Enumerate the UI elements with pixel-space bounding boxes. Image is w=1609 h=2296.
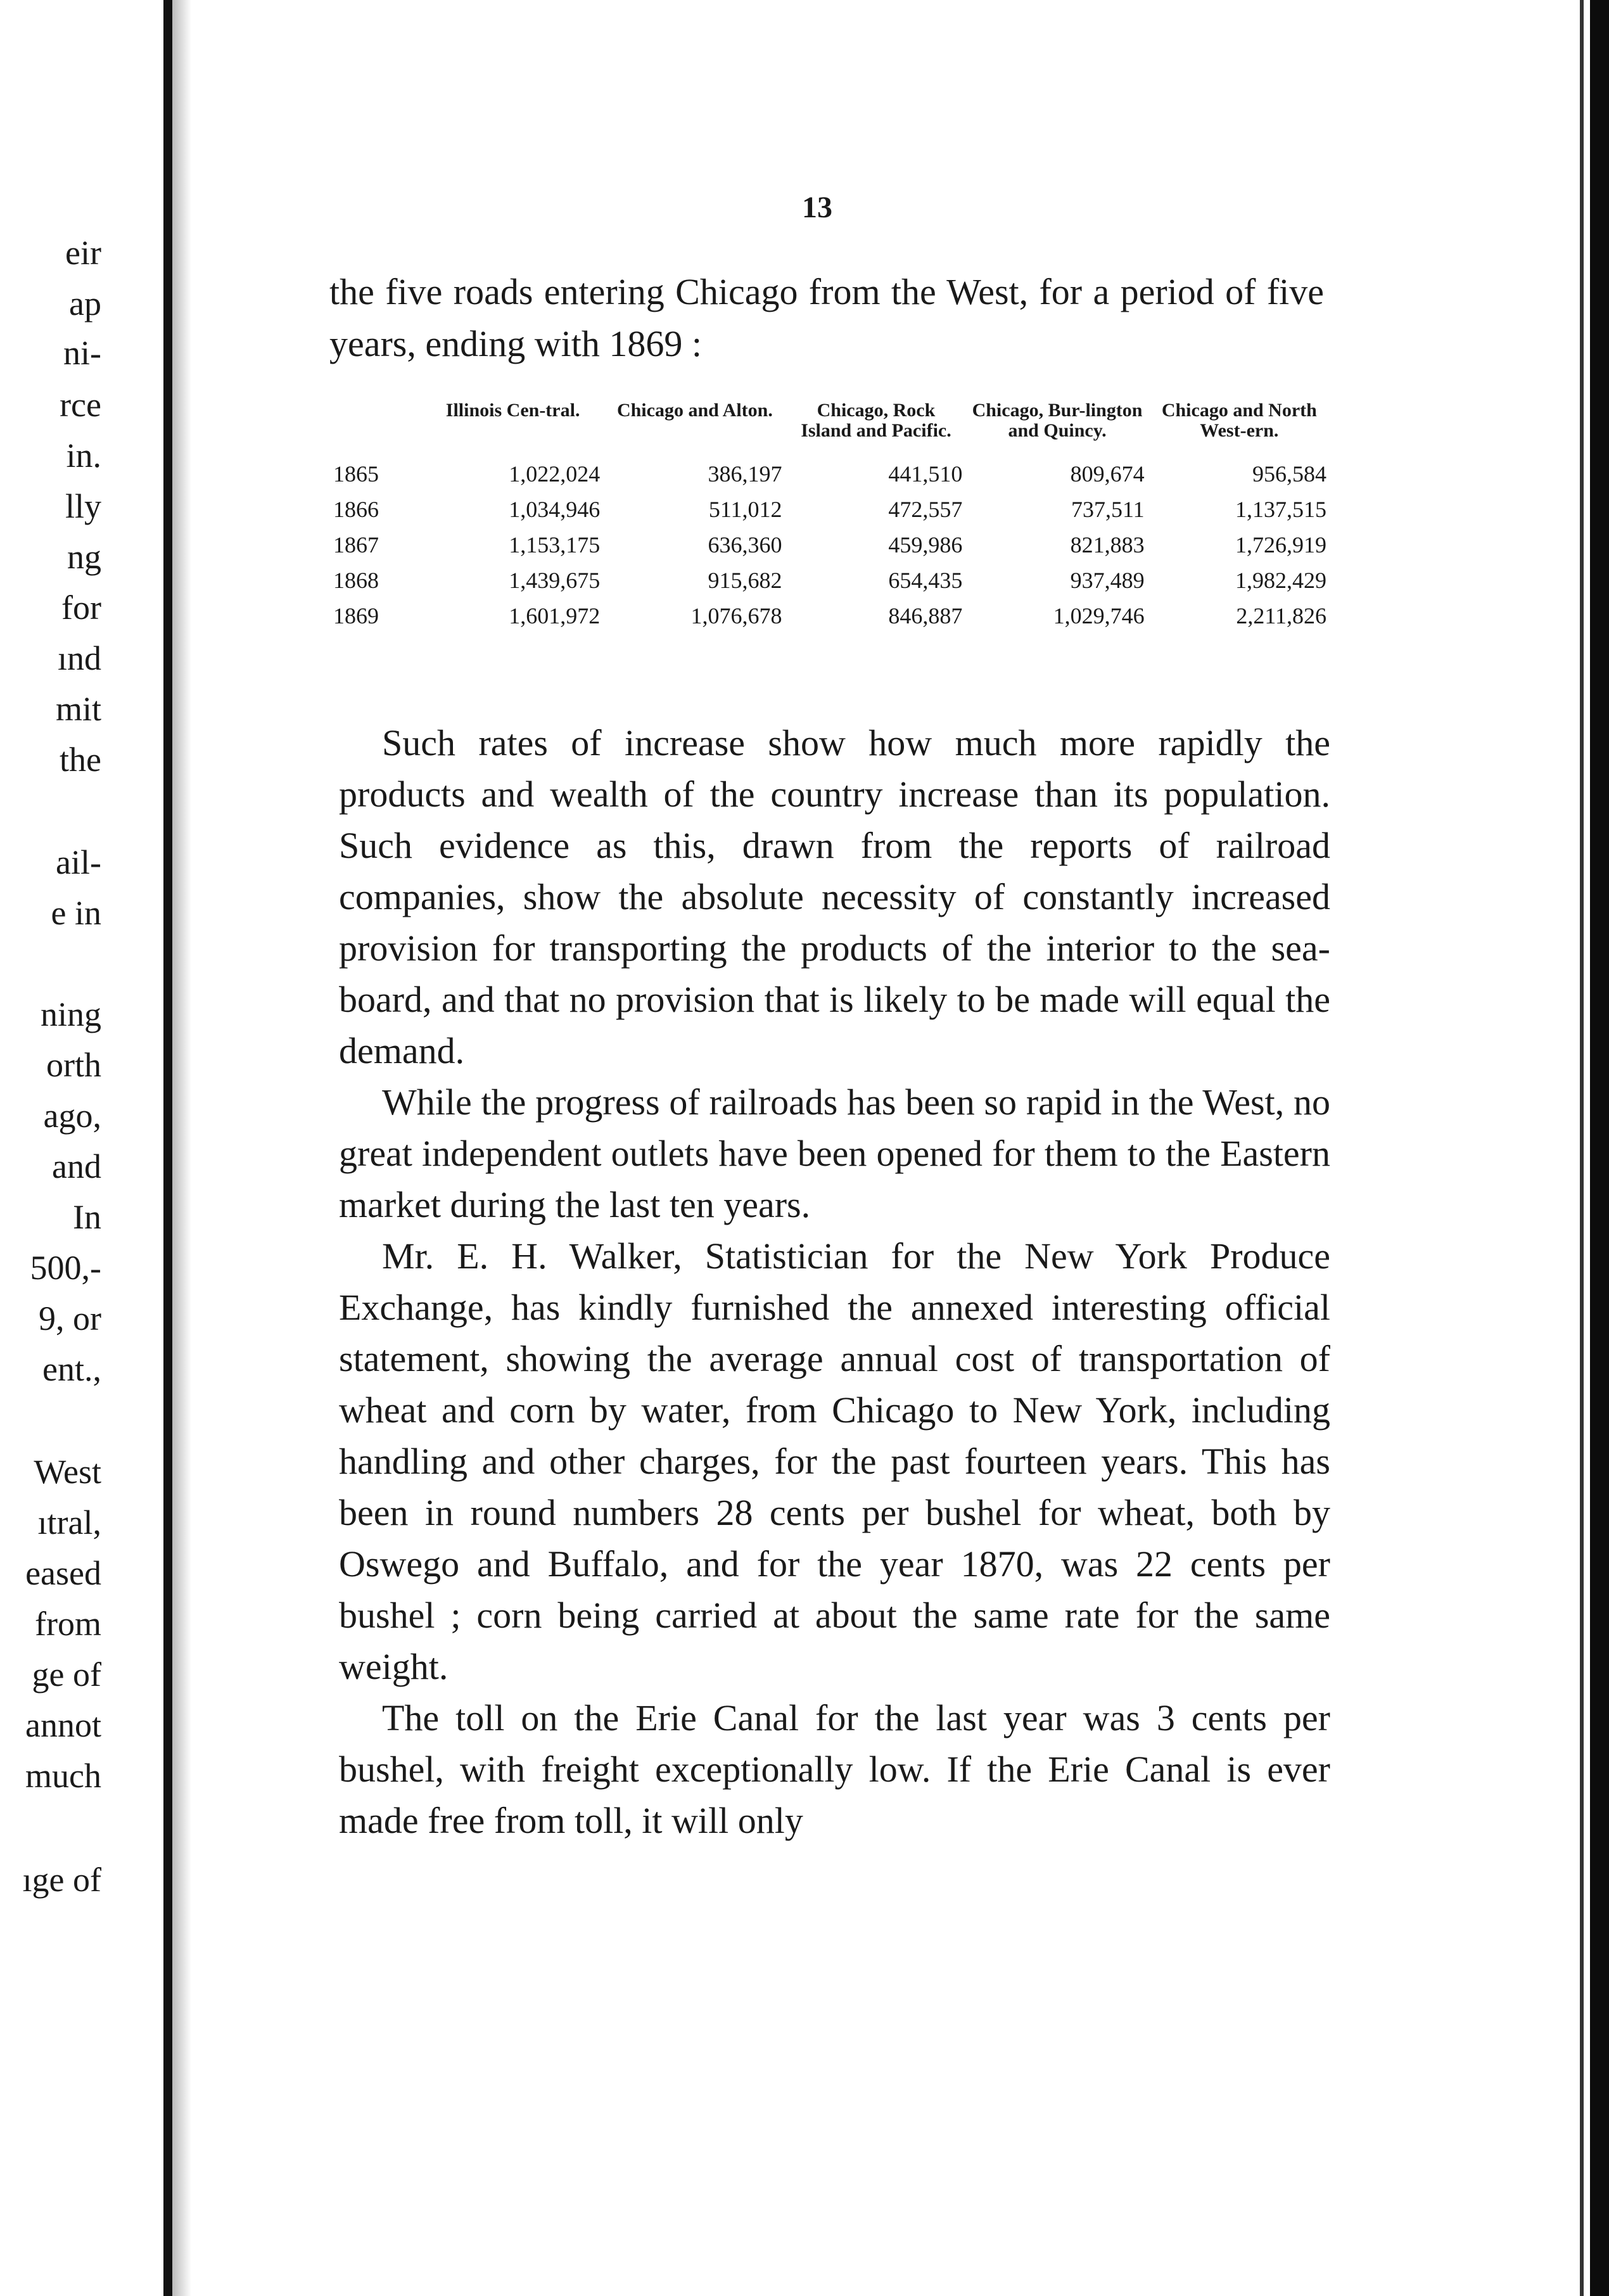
value-cell: 1,022,024 [509, 461, 601, 487]
left-fragment: ıge of [22, 1861, 101, 1899]
year-cell: 1868 [333, 568, 379, 593]
left-fragment: rce [60, 386, 101, 424]
column-header: Illinois Cen-tral. [445, 400, 580, 421]
value-cell: 937,489 [1070, 568, 1145, 593]
left-fragment: e in [51, 894, 101, 932]
left-fragment: ni- [63, 334, 101, 372]
value-cell: 1,601,972 [509, 603, 601, 628]
left-fragment: ail- [56, 843, 101, 881]
paragraph: While the progress of railroads has been so rapid in the West, no great independent outlets have been opened for them to the Eastern market during the last ten years. [339, 1081, 1330, 1225]
left-fragment: 500,- [30, 1249, 101, 1287]
value-cell: 1,153,175 [509, 532, 601, 558]
left-fragment: annot [25, 1706, 101, 1744]
left-fragment: ınd [57, 639, 101, 677]
body-text [339, 717, 1330, 1846]
table-row [329, 456, 1330, 492]
left-fragment: from [35, 1605, 101, 1643]
paragraph: Mr. E. H. Walker, Statistician for the New York Produce Exchange, has kindly furnished the annexed interesting official statement, showing the average annual cost of transportation of wheat and corn by water, from Chicago to New York, including handling and other charges, for the past fourteen years. This has been in round numbers 28 cents per bushel for wheat, both by Oswego and Buffalo, and for the year 1870, was 22 cents per bushel ; corn being carried at about the same rate for the same weight. [339, 1235, 1330, 1687]
left-fragment: ıtral, [37, 1503, 101, 1541]
year-cell: 1869 [333, 603, 379, 628]
value-cell: 821,883 [1070, 532, 1145, 558]
value-cell: 459,986 [888, 532, 963, 558]
left-fragment: ent., [42, 1350, 101, 1388]
value-cell: 1,439,675 [509, 568, 601, 593]
left-facing-page [0, 0, 171, 2296]
column-header: Chicago and North West-ern. [1161, 400, 1317, 441]
table-body [329, 456, 1330, 634]
value-cell: 654,435 [888, 568, 963, 593]
year-cell: 1865 [333, 461, 379, 487]
left-fragment: ago, [43, 1097, 101, 1135]
value-cell: 441,510 [888, 461, 963, 487]
left-fragment: in. [66, 437, 101, 475]
value-cell: 636,360 [708, 532, 782, 558]
value-cell: 472,557 [888, 497, 963, 522]
page-number: 13 [802, 191, 832, 224]
left-fragment: ng [67, 538, 101, 576]
value-cell: 1,726,919 [1235, 532, 1326, 558]
column-header: Chicago and Alton. [616, 400, 773, 421]
paragraph: The toll on the Erie Canal for the last year was 3 cents per bushel, with freight exceptionally low. If the Erie Canal is ever made free from toll, it will only [339, 1697, 1330, 1841]
value-cell: 1,029,746 [1053, 603, 1145, 628]
table-row [329, 563, 1330, 598]
gutter-divider [163, 0, 172, 2296]
left-fragment: lly [65, 487, 101, 525]
value-cell: 809,674 [1070, 461, 1145, 487]
year-column-header [329, 400, 422, 456]
left-fragment: orth [46, 1046, 101, 1084]
table-header-row [329, 400, 1330, 456]
column-header: Chicago, Bur-lington and Quincy. [972, 400, 1143, 441]
left-fragment: ap [69, 284, 101, 322]
value-cell: 846,887 [888, 603, 963, 628]
value-cell: 2,211,826 [1236, 603, 1326, 628]
left-fragment: 9, or [39, 1299, 101, 1337]
table-row [329, 492, 1330, 527]
left-fragment: for [61, 589, 101, 627]
left-fragment: eased [25, 1554, 101, 1592]
table-row [329, 598, 1330, 634]
left-fragment: much [25, 1757, 101, 1795]
value-cell: 915,682 [708, 568, 782, 593]
intro-text: the five roads entering Chicago from the West, for a period of five years, ending with 1869 : [329, 271, 1324, 364]
value-cell: 511,012 [708, 497, 782, 522]
left-fragment: the [60, 741, 101, 779]
left-fragment: ning [40, 995, 101, 1033]
year-cell: 1867 [333, 532, 379, 558]
column-header: Chicago, Rock Island and Pacific. [801, 400, 951, 441]
left-fragment: In [73, 1198, 101, 1236]
freight-table [329, 400, 1330, 634]
year-cell: 1866 [333, 497, 379, 522]
value-cell: 737,511 [1071, 497, 1145, 522]
value-cell: 386,197 [708, 461, 782, 487]
table-header [329, 400, 1330, 456]
left-fragment: mit [55, 690, 101, 728]
left-fragment: eir [65, 234, 101, 272]
paragraph: Such rates of increase show how much more rapidly the products and wealth of the country increase than its population. Such evidence as this, drawn from the reports of railroad companies, show the absolute necessity of constantly increased provision for transporting the products of the interior to the sea-board, and that no provision that is likely to be made will equal the demand. [339, 722, 1330, 1071]
value-cell: 1,034,946 [509, 497, 601, 522]
value-cell: 1,076,678 [690, 603, 782, 628]
right-binding-edge [1590, 0, 1609, 2296]
value-cell: 1,982,429 [1235, 568, 1326, 593]
left-fragment: ge of [32, 1655, 101, 1693]
value-cell: 956,584 [1252, 461, 1326, 487]
value-cell: 1,137,515 [1235, 497, 1326, 522]
left-fragment: West [34, 1453, 101, 1491]
right-edge-line [1580, 0, 1584, 2296]
gutter-shadow [172, 0, 191, 2296]
table-row [329, 527, 1330, 563]
left-fragment: and [52, 1147, 101, 1185]
